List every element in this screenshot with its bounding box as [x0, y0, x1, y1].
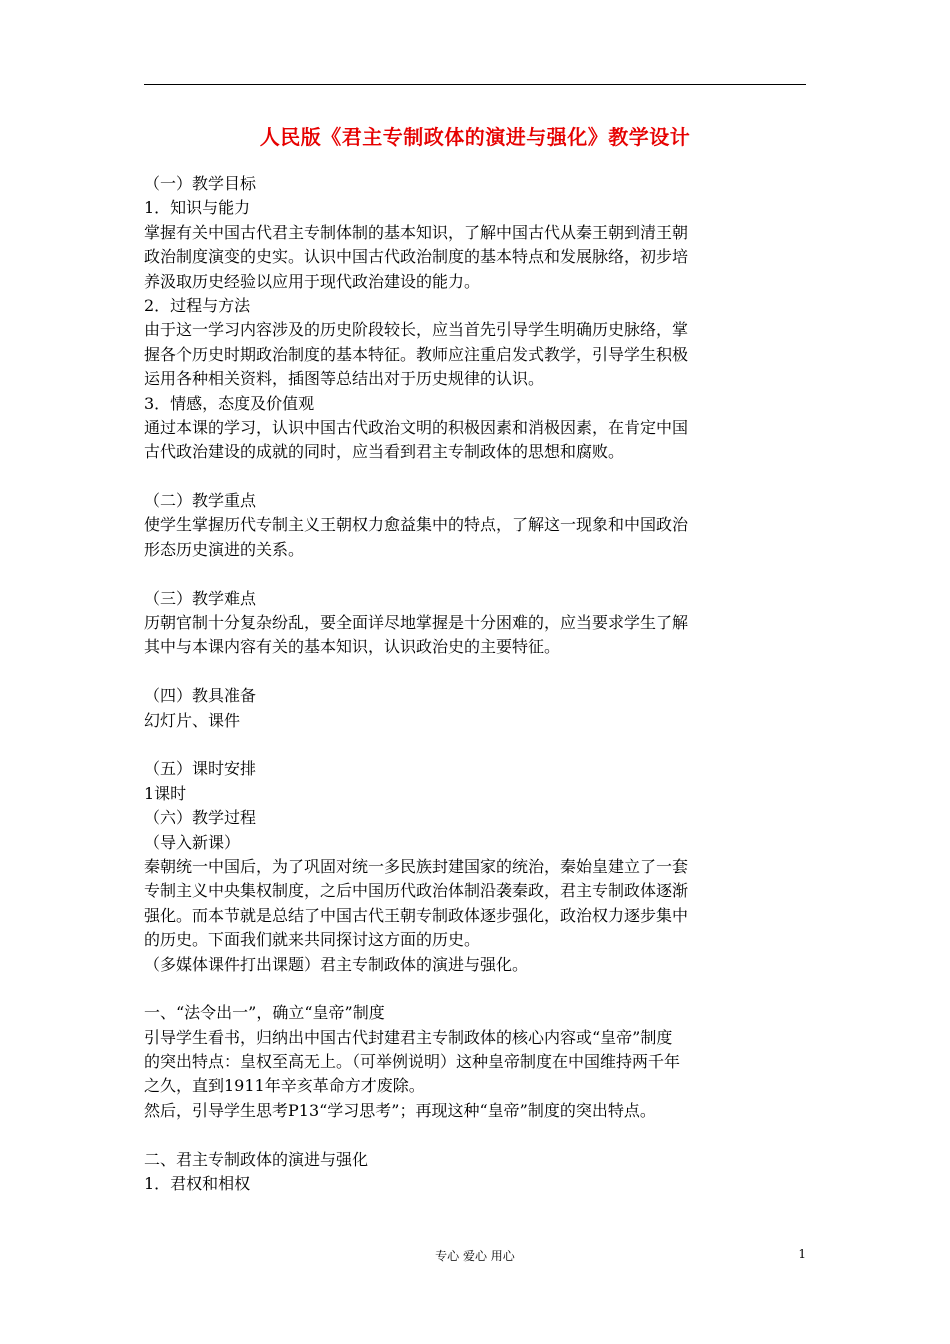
blank-line [144, 1123, 806, 1147]
text-line: 通过本课的学习，认识中国古代政治文明的积极因素和消极因素，在肯定中国 [144, 417, 689, 437]
text-line: 秦朝统一中国后，为了巩固对统一多民族封建国家的统治，秦始皇建立了一套 [144, 856, 689, 876]
text-line: 1．君权和相权 [144, 1174, 251, 1194]
blank-line [144, 733, 806, 757]
text-line: 1．知识与能力 [144, 198, 251, 218]
text-line: （一）教学目标 [144, 174, 257, 193]
text-line: 形态历史演进的关系。 [144, 539, 305, 559]
text-line: 养汲取历史经验以应用于现代政治建设的能力。 [144, 271, 481, 291]
text-line: 幻灯片、课件 [144, 710, 241, 730]
text-line: （三）教学难点 [144, 588, 257, 608]
text-line: 握各个历史时期政治制度的基本特征。教师应注重启发式教学，引导学生积极 [144, 344, 689, 364]
header-rule [144, 84, 806, 85]
blank-line [144, 660, 806, 684]
page-number: 1 [798, 1247, 806, 1261]
document-body [144, 172, 806, 1196]
text-line: 历朝官制十分复杂纷乱，要全面详尽地掌握是十分困难的，应当要求学生了解 [144, 613, 689, 633]
text-line: 其中与本课内容有关的基本知识，认识政治史的主要特征。 [144, 637, 561, 657]
text-line: 引导学生看书，归纳出中国古代封建君主专制政体的核心内容或“皇帝”制度 [144, 1027, 673, 1047]
text-line: 政治制度演变的史实。认识中国古代政治制度的基本特点和发展脉络，初步培 [144, 247, 689, 267]
blank-line [144, 977, 806, 1001]
text-line: 一、“法令出一”，确立“皇帝”制度 [144, 1003, 385, 1023]
text-line: （二）教学重点 [144, 491, 257, 511]
text-line: 专制主义中央集权制度，之后中国历代政治体制沿袭秦政，君主专制政体逐渐 [144, 881, 689, 901]
text-line: 由于这一学习内容涉及的历史阶段较长，应当首先引导学生明确历史脉络，掌 [144, 320, 689, 340]
footer-motto: 专心 爱心 用心 [435, 1249, 515, 1263]
text-line: 的突出特点：皇权至高无上。（可举例说明）这种皇帝制度在中国维持两千年 [144, 1052, 681, 1072]
text-line: 掌握有关中国古代君主专制体制的基本知识，了解中国古代从秦王朝到清王朝 [144, 222, 689, 242]
text-line: （六）教学过程 [144, 808, 257, 828]
text-line: 然后，引导学生思考P13“学习思考”；再现这种“皇帝”制度的突出特点。 [144, 1100, 656, 1120]
text-line: 古代政治建设的成就的同时，应当看到君主专制政体的思想和腐败。 [144, 442, 625, 462]
text-line: 之久，直到1911年辛亥革命方才废除。 [144, 1076, 425, 1096]
text-line: （四）教具准备 [144, 686, 257, 706]
text-line: 1课时 [144, 783, 187, 803]
text-line: 2．过程与方法 [144, 295, 251, 315]
text-line: 运用各种相关资料，插图等总结出对于历史规律的认识。 [144, 369, 545, 389]
text-line: （多媒体课件打出课题）君主专制政体的演进与强化。 [144, 954, 529, 974]
text-line: 使学生掌握历代专制主义王朝权力愈益集中的特点，了解这一现象和中国政治 [144, 515, 689, 535]
text-line: 的历史。下面我们就来共同探讨这方面的历史。 [144, 930, 481, 950]
text-line: （五）课时安排 [144, 759, 257, 779]
blank-line [144, 465, 806, 489]
blank-line [144, 562, 806, 586]
document-title: 人民版《君主专制政体的演进与强化》教学设计 [259, 125, 691, 149]
text-line: 二、君主专制政体的演进与强化 [144, 1149, 369, 1169]
text-line: 强化。而本节就是总结了中国古代王朝专制政体逐步强化，政治权力逐步集中 [144, 905, 689, 925]
text-line: 3．情感，态度及价值观 [144, 393, 315, 413]
text-line: （导入新课） [144, 832, 241, 852]
